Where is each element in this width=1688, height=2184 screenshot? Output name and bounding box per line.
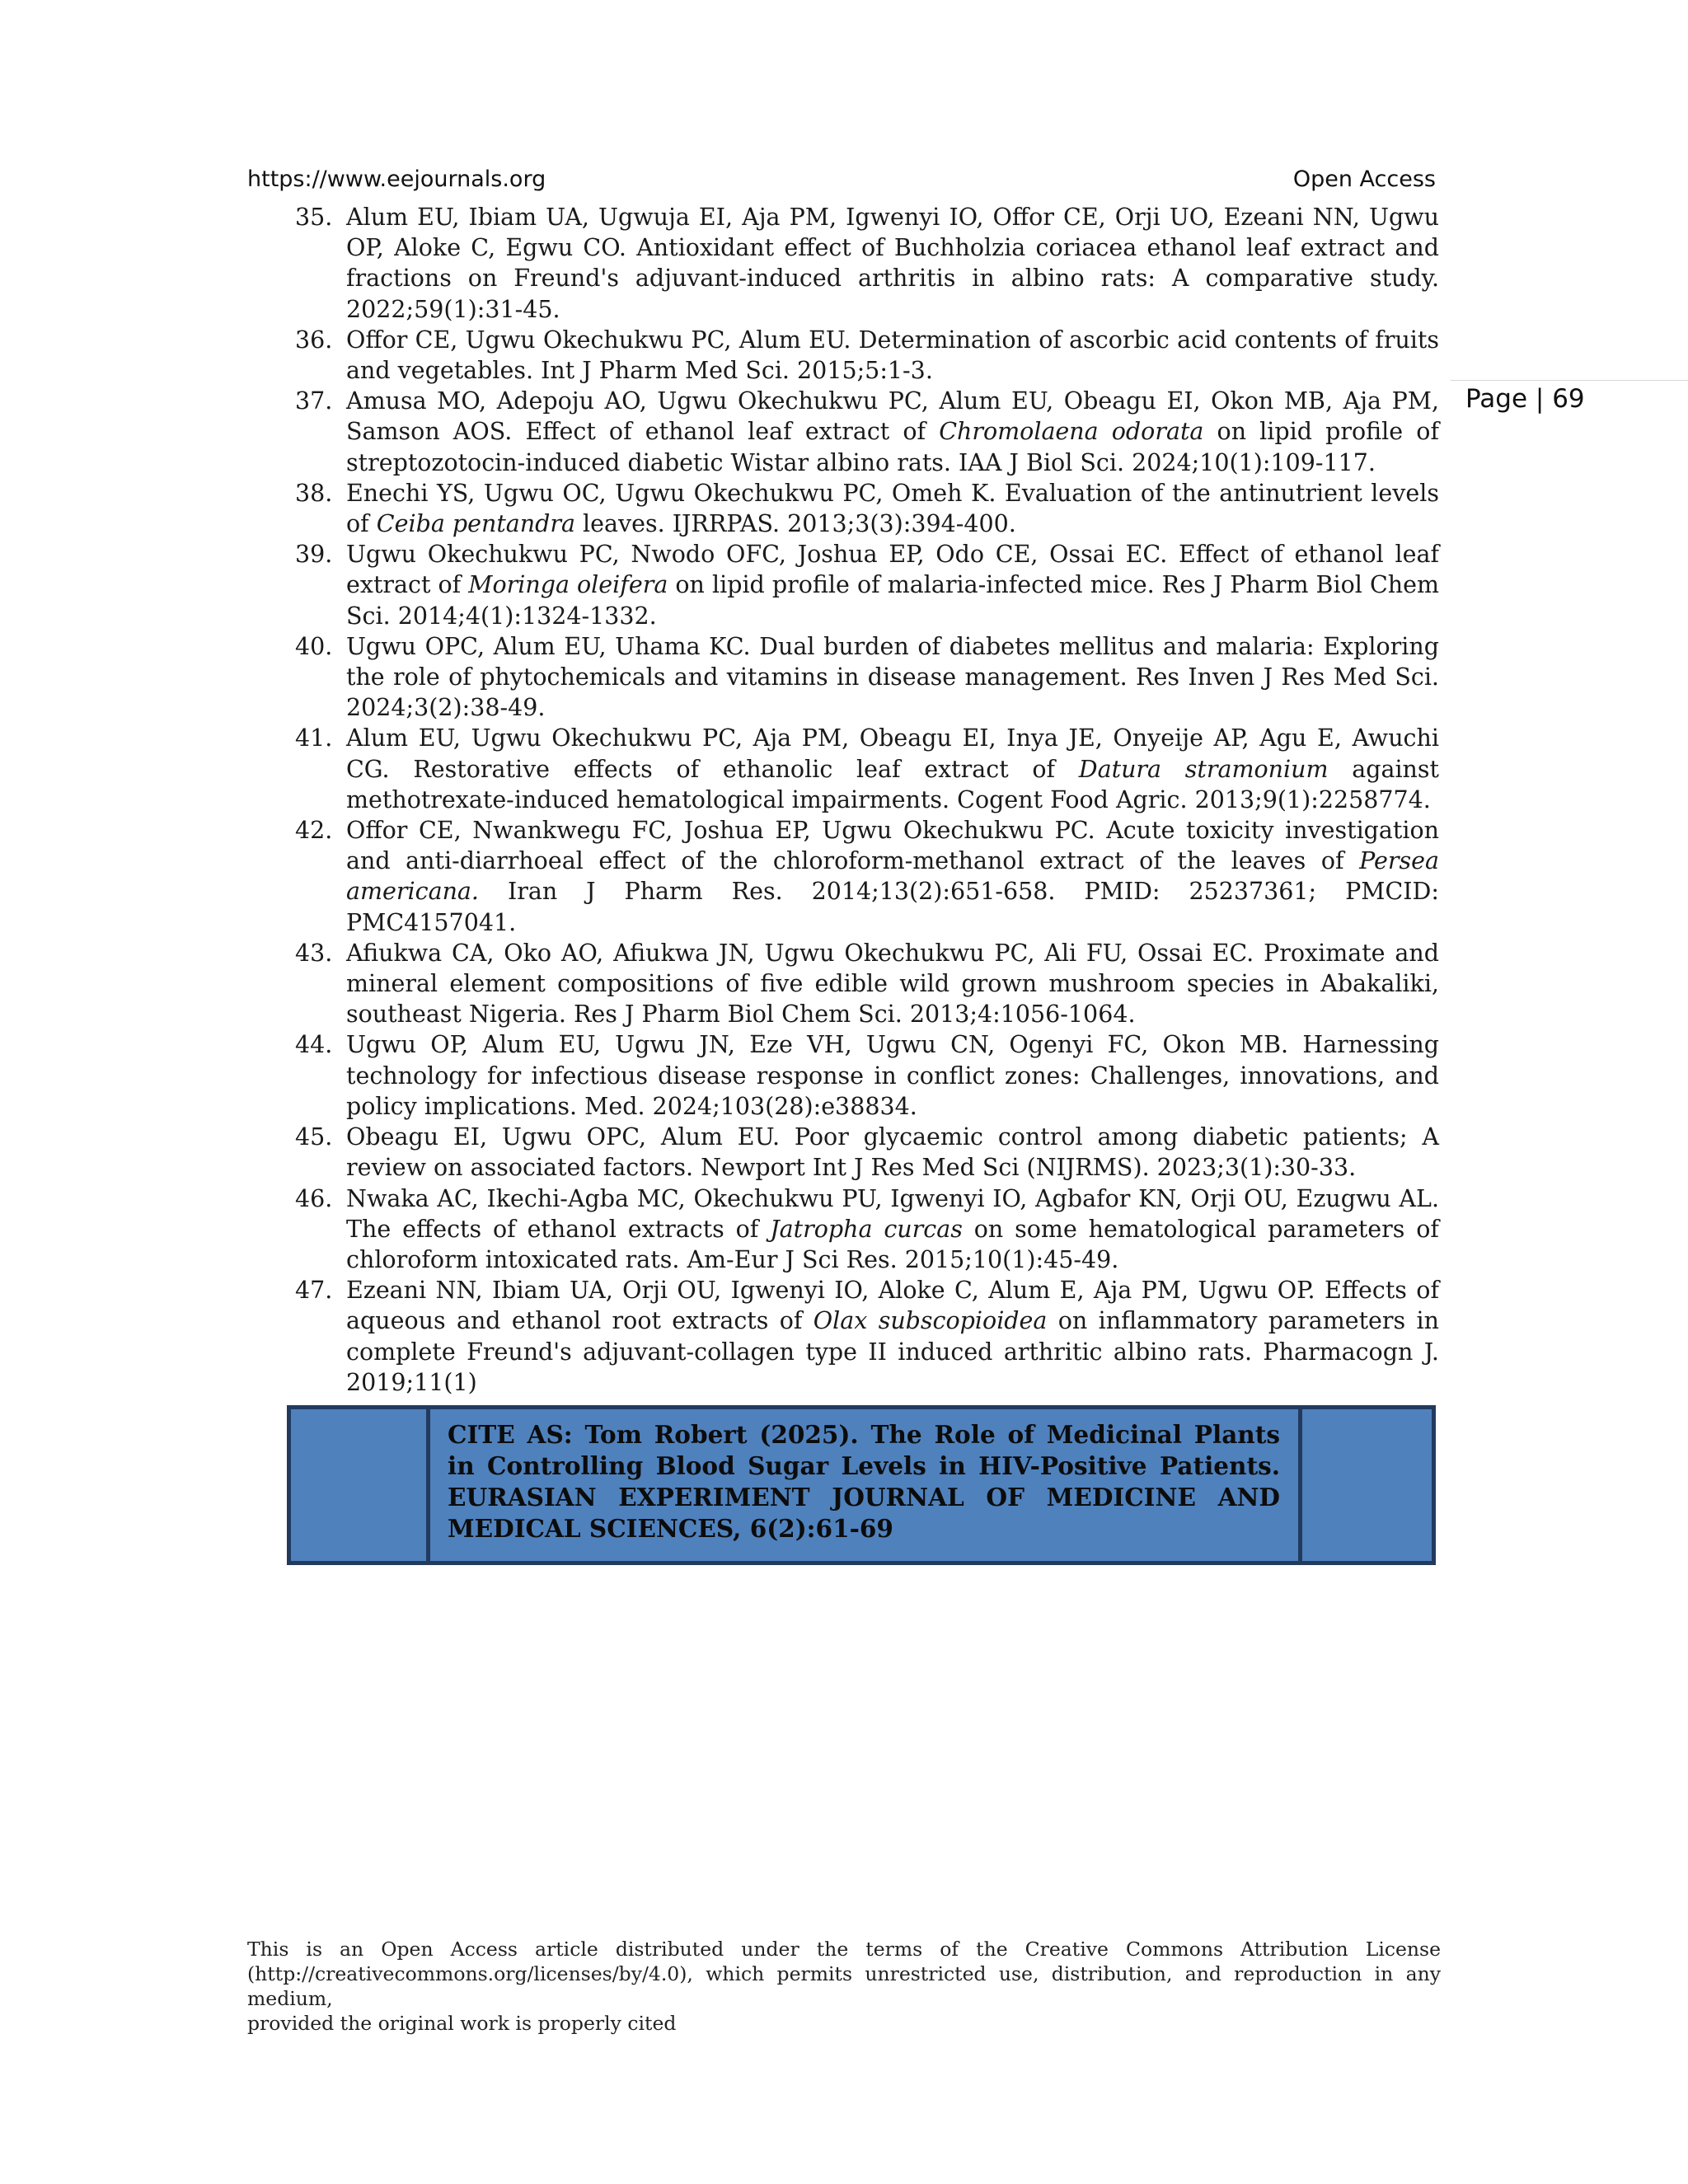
- reference-item: [295, 1183, 1439, 1276]
- reference-text: Ugwu OPC, Alum EU, Uhama KC. Dual burden of diabetes mellitus and malaria: Exploring the role of phytochemicals and vitamins in disease management. Res Inven J Res Med Sci. 2024;3(2):38-49.: [346, 632, 1439, 722]
- reference-number: 36.: [295, 326, 333, 354]
- reference-item: [295, 202, 1439, 325]
- cite-box-divider-right: [1298, 1409, 1302, 1561]
- reference-item: [295, 539, 1439, 631]
- reference-text-pre: Nwaka AC, Ikechi-Agba MC, Okechukwu PU, Igwenyi IO, Agbafor KN, Orji OU, Ezugwu AL. The effects of ethanol extracts of: [346, 1184, 1439, 1243]
- reference-text-post: on lipid profile of malaria-infected mice. Res J Pharm Biol Chem Sci. 2014;4(1):1324-1332.: [346, 571, 1440, 630]
- reference-text-post: on lipid profile of streptozotocin-induced diabetic Wistar albino rats. IAA J Biol Sci. 2024;10(1):109-117.: [346, 418, 1439, 476]
- reference-number: 35.: [295, 204, 333, 231]
- reference-number: 44.: [295, 1031, 333, 1059]
- license-text: This is an Open Access article distributed under the terms of the Creative Commons Attribution License (http://creativecommons.org/licenses/by/4.0), which permits unrestricted use, distribution, and reproduction in any medium,: [247, 1938, 1441, 2010]
- reference-item: [295, 1029, 1439, 1122]
- reference-item: [295, 815, 1439, 938]
- reference-text-pre: Alum EU, Ugwu Okechukwu PC, Aja PM, Obeagu EI, Inya JE, Onyeije AP, Agu E, Awuchi CG. Restorative effects of ethanolic leaf extract of: [346, 724, 1439, 783]
- reference-item: [295, 325, 1439, 386]
- reference-item: [295, 631, 1439, 724]
- reference-text-pre: Offor CE, Nwankwegu FC, Joshua EP, Ugwu Okechukwu PC. Acute toxicity investigation and anti-diarrhoeal effect of the chloroform-methanol extract of the leaves of: [346, 817, 1439, 875]
- reference-text: Ugwu OP, Alum EU, Ugwu JN, Eze VH, Ugwu CN, Ogenyi FC, Okon MB. Harnessing technology for infectious disease response in conflict zones: Challenges, innovations, and policy implications. Med. 2024;103(28):e38834.: [346, 1031, 1439, 1120]
- reference-item: [295, 478, 1439, 539]
- reference-text: Alum EU, Ibiam UA, Ugwuja EI, Aja PM, Igwenyi IO, Offor CE, Orji UO, Ezeani NN, Ugwu OP, Aloke C, Egwu CO. Antioxidant effect of Buchholzia coriacea ethanol leaf extract and fractions on Freund's adjuvant-induced arthritis in albino rats: A comparative study. 2022;59(1):31-45.: [346, 204, 1439, 323]
- reference-number: 45.: [295, 1123, 333, 1151]
- reference-item: [295, 938, 1439, 1030]
- reference-item: [295, 1275, 1439, 1398]
- journal-url[interactable]: https://www.eejournals.org: [247, 166, 546, 192]
- reference-item: [295, 723, 1439, 815]
- reference-number: 47.: [295, 1277, 333, 1305]
- reference-number: 43.: [295, 939, 333, 967]
- reference-number: 42.: [295, 817, 333, 845]
- reference-text: Afiukwa CA, Oko AO, Afiukwa JN, Ugwu Okechukwu PC, Ali FU, Ossai EC. Proximate and mineral element compositions of five edible wild grown mushroom species in Abakaliki, southeast Nigeria. Res J Pharm Biol Chem Sci. 2013;4:1056-1064.: [346, 939, 1439, 1029]
- open-access-label: Open Access: [1292, 166, 1436, 192]
- reference-list: [295, 202, 1439, 1398]
- reference-text-pre: Enechi YS, Ugwu OC, Ugwu Okechukwu PC, Omeh K. Evaluation of the antinutrient levels of: [346, 479, 1439, 538]
- reference-text-post: leaves. IJRRPAS. 2013;3(3):394-400.: [575, 510, 1016, 538]
- reference-text-post: on inflammatory parameters in complete Freund's adjuvant-collagen type II induced arthritic albino rats. Pharmacogn J. 2019;11(1): [346, 1307, 1439, 1396]
- reference-text-post: Iran J Pharm Res. 2014;13(2):651-658. PMID: 25237361; PMCID: PMC4157041.: [346, 878, 1439, 936]
- page-header: [247, 166, 1442, 199]
- license-footer: [247, 1937, 1441, 2036]
- reference-text: Offor CE, Ugwu Okechukwu PC, Alum EU. Determination of ascorbic acid contents of fruits and vegetables. Int J Pharm Med Sci. 2015;5:1-3.: [346, 326, 1439, 385]
- reference-number: 37.: [295, 387, 333, 415]
- reference-number: 40.: [295, 632, 333, 660]
- cite-box-divider-left: [426, 1409, 430, 1561]
- reference-text-pre: Ezeani NN, Ibiam UA, Orji OU, Igwenyi IO, Aloke C, Alum E, Aja PM, Ugwu OP. Effects of aqueous and ethanol root extracts of: [346, 1277, 1439, 1335]
- reference-text-post: against methotrexate-induced hematological impairments. Cogent Food Agric. 2013;9(1):2258774.: [346, 755, 1439, 813]
- reference-number: 41.: [295, 724, 333, 752]
- page-number: Page | 69: [1465, 384, 1585, 414]
- reference-number: 46.: [295, 1184, 333, 1212]
- reference-species-name: Olax subscopioidea: [813, 1307, 1048, 1335]
- reference-species-name: Jatropha curcas: [770, 1215, 963, 1243]
- reference-text: Obeagu EI, Ugwu OPC, Alum EU. Poor glycaemic control among diabetic patients; A review on associated factors. Newport Int J Res Med Sci (NIJRMS). 2023;3(1):30-33.: [346, 1123, 1439, 1182]
- reference-item: [295, 386, 1439, 478]
- reference-species-name: Moringa oleifera: [468, 571, 668, 599]
- reference-species-name: Datura stramonium: [1078, 755, 1329, 783]
- reference-number: 38.: [295, 479, 333, 507]
- citation-text: CITE AS: Tom Robert (2025). The Role of Medicinal Plants in Controlling Blood Sugar Levels in HIV-Positive Patients. EURASIAN EXPERIMENT JOURNAL OF MEDICINE AND MEDICAL SCIENCES, 6(2):61-69: [448, 1420, 1280, 1543]
- reference-item: [295, 1122, 1439, 1183]
- reference-number: 39.: [295, 541, 333, 569]
- reference-text-pre: Amusa MO, Adepoju AO, Ugwu Okechukwu PC, Alum EU, Obeagu EI, Okon MB, Aja PM, Samson AOS. Effect of ethanol leaf extract of: [346, 387, 1439, 446]
- reference-text-post: on some hematological parameters of chloroform intoxicated rats. Am-Eur J Sci Res. 2015;10(1):45-49.: [346, 1215, 1439, 1273]
- reference-species-name: Persea americana.: [346, 847, 1439, 906]
- license-text-end: provided the original work is properly cited: [247, 2012, 677, 2035]
- reference-text-pre: Ugwu Okechukwu PC, Nwodo OFC, Joshua EP, Odo CE, Ossai EC. Effect of ethanol leaf extract of: [346, 541, 1439, 599]
- reference-species-name: Ceiba pentandra: [376, 510, 575, 538]
- page-number-divider: [1451, 380, 1688, 381]
- cite-as-box: [287, 1405, 1436, 1565]
- reference-species-name: Chromolaena odorata: [939, 418, 1204, 446]
